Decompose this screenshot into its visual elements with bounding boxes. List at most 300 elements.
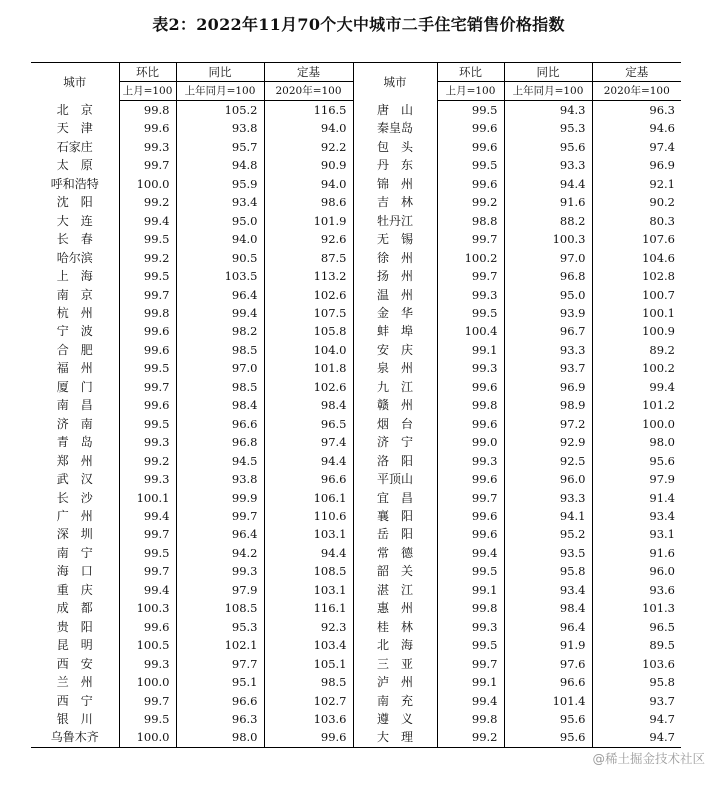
city-cell: 长 春 [56,232,93,247]
city-cell: 包 头 [353,138,437,156]
yoy-cell: 95.2 [504,525,592,543]
yoy-cell: 98.9 [504,396,592,414]
fixed-cell: 96.0 [592,562,681,580]
mom-cell: 99.3 [119,138,176,156]
city-cell: 南 宁 [56,545,93,560]
mom-cell: 99.6 [437,138,504,156]
city-cell: 南 昌 [56,398,93,413]
mom-cell: 99.6 [437,525,504,543]
fixed-cell: 103.1 [264,581,353,599]
mom-cell: 99.4 [437,544,504,562]
fixed-cell: 100.0 [592,415,681,433]
city-cell: 牡丹江 [353,212,437,230]
mom-cell: 99.5 [119,267,176,285]
city-cell: 南 京 [56,287,93,302]
table-row [31,544,681,562]
city-cell: 遵 义 [353,710,437,728]
mom-cell: 99.8 [437,710,504,728]
fixed-cell: 102.7 [264,692,353,710]
yoy-cell: 97.2 [504,415,592,433]
mom-cell: 99.5 [437,156,504,174]
city-cell: 重 庆 [56,582,93,597]
table-row [31,710,681,728]
fixed-cell: 113.2 [264,267,353,285]
city-cell: 成 都 [56,601,93,616]
fixed-cell: 100.7 [592,286,681,304]
table-row [31,230,681,248]
mom-cell: 99.3 [119,655,176,673]
fixed-cell: 97.9 [592,470,681,488]
city-cell: 蚌 埠 [353,322,437,340]
yoy-cell: 95.3 [504,119,592,137]
yoy-cell: 95.6 [504,728,592,747]
city-cell: 泉 州 [353,359,437,377]
table-row [31,618,681,636]
city-header: 城市 [353,63,437,101]
yoy-cell: 96.8 [504,267,592,285]
yoy-cell: 96.4 [504,618,592,636]
table-row [31,728,681,747]
fixed-cell: 90.2 [592,193,681,211]
mom-cell: 99.5 [437,636,504,654]
mom-base-header: 上月=100 [119,82,176,101]
mom-cell: 99.6 [437,507,504,525]
mom-cell: 99.6 [119,396,176,414]
city-cell: 北 京 [56,102,93,117]
city-cell: 杭 州 [56,305,93,320]
city-cell: 天 津 [56,121,93,136]
yoy-cell: 93.3 [504,341,592,359]
fixed-cell: 96.5 [264,415,353,433]
table-row [31,359,681,377]
city-cell: 扬 州 [353,267,437,285]
fixed-cell: 94.7 [592,710,681,728]
yoy-cell: 103.5 [176,267,264,285]
city-cell: 韶 关 [353,562,437,580]
city-cell: 哈尔滨 [56,250,93,265]
city-cell: 西 宁 [56,693,93,708]
city-cell: 郑 州 [56,453,93,468]
city-cell: 海 口 [56,564,93,579]
fixed-cell: 100.1 [592,304,681,322]
yoy-cell: 97.6 [504,655,592,673]
mom-base-header: 上月=100 [437,82,504,101]
fixed-cell: 98.4 [264,396,353,414]
mom-cell: 99.6 [119,119,176,137]
fixed-cell: 102.6 [264,378,353,396]
mom-cell: 99.6 [437,415,504,433]
yoy-cell: 93.5 [504,544,592,562]
mom-cell: 99.6 [437,175,504,193]
yoy-cell: 95.7 [176,138,264,156]
yoy-cell: 96.4 [176,525,264,543]
city-cell: 丹 东 [353,156,437,174]
yoy-cell: 98.2 [176,322,264,340]
mom-cell: 99.2 [119,452,176,470]
yoy-cell: 92.9 [504,433,592,451]
mom-cell: 99.4 [119,507,176,525]
mom-cell: 99.3 [437,359,504,377]
fixed-cell: 106.1 [264,489,353,507]
yoy-cell: 100.3 [504,230,592,248]
mom-cell: 99.6 [119,618,176,636]
fixed-cell: 116.5 [264,101,353,120]
city-cell: 温 州 [353,286,437,304]
table-row [31,212,681,230]
yoy-cell: 95.8 [504,562,592,580]
city-cell: 广 州 [56,508,93,523]
yoy-cell: 108.5 [176,599,264,617]
mom-cell: 99.3 [119,470,176,488]
yoy-cell: 93.4 [176,193,264,211]
city-cell: 福 州 [56,361,93,376]
yoy-cell: 96.0 [504,470,592,488]
table-row [31,267,681,285]
fixed-cell: 93.1 [592,525,681,543]
yoy-base-header: 上年同月=100 [176,82,264,101]
fixed-cell: 92.1 [592,175,681,193]
city-cell: 北 海 [353,636,437,654]
city-cell: 南 充 [353,692,437,710]
table-row [31,396,681,414]
mom-cell: 99.3 [437,618,504,636]
mom-cell: 99.7 [119,562,176,580]
table-row [31,581,681,599]
mom-cell: 99.7 [119,378,176,396]
yoy-cell: 96.6 [176,415,264,433]
city-cell: 岳 阳 [353,525,437,543]
city-cell: 常 德 [353,544,437,562]
city-cell: 武 汉 [56,472,93,487]
yoy-cell: 94.5 [176,452,264,470]
yoy-cell: 93.3 [504,156,592,174]
fixed-cell: 89.5 [592,636,681,654]
yoy-cell: 99.7 [176,507,264,525]
mom-cell: 100.4 [437,322,504,340]
mom-cell: 99.6 [119,322,176,340]
yoy-cell: 93.7 [504,359,592,377]
header-row-top [31,63,681,82]
mom-cell: 100.0 [119,673,176,691]
fixed-cell: 101.8 [264,359,353,377]
fixed-cell: 94.6 [592,119,681,137]
yoy-cell: 95.0 [504,286,592,304]
yoy-cell: 98.5 [176,378,264,396]
yoy-cell: 96.8 [176,433,264,451]
mom-cell: 99.4 [437,692,504,710]
city-cell: 青 岛 [56,435,93,450]
city-cell: 济 宁 [353,433,437,451]
table-row [31,101,681,120]
fixed-cell: 108.5 [264,562,353,580]
mom-cell: 99.5 [119,415,176,433]
city-cell: 平顶山 [353,470,437,488]
yoy-cell: 94.2 [176,544,264,562]
city-cell: 贵 阳 [56,619,93,634]
mom-header: 环比 [437,63,504,82]
fixed-cell: 95.6 [592,452,681,470]
fixed-header: 定基 [592,63,681,82]
fixed-cell: 89.2 [592,341,681,359]
yoy-cell: 98.5 [176,341,264,359]
fixed-cell: 92.3 [264,618,353,636]
mom-cell: 100.0 [119,728,176,747]
yoy-cell: 94.3 [504,101,592,120]
mom-cell: 99.3 [437,286,504,304]
table-row [31,156,681,174]
mom-cell: 98.8 [437,212,504,230]
mom-cell: 99.1 [437,581,504,599]
fixed-cell: 103.1 [264,525,353,543]
fixed-cell: 94.0 [264,119,353,137]
price-index-table [31,62,681,748]
yoy-cell: 99.9 [176,489,264,507]
mom-cell: 100.1 [119,489,176,507]
fixed-cell: 110.6 [264,507,353,525]
yoy-cell: 90.5 [176,249,264,267]
city-cell: 银 川 [56,711,93,726]
table-row [31,599,681,617]
mom-cell: 99.2 [437,193,504,211]
fixed-base-header: 2020年=100 [592,82,681,101]
city-cell: 金 华 [353,304,437,322]
mom-cell: 99.6 [437,378,504,396]
fixed-cell: 100.2 [592,359,681,377]
fixed-cell: 103.6 [264,710,353,728]
yoy-cell: 98.4 [176,396,264,414]
table-row [31,433,681,451]
yoy-cell: 96.6 [176,692,264,710]
yoy-cell: 92.5 [504,452,592,470]
mom-cell: 99.5 [437,101,504,120]
fixed-cell: 94.4 [264,452,353,470]
fixed-cell: 92.6 [264,230,353,248]
yoy-cell: 91.9 [504,636,592,654]
city-cell: 襄 阳 [353,507,437,525]
table-row [31,304,681,322]
city-cell: 湛 江 [353,581,437,599]
mom-cell: 99.5 [119,230,176,248]
mom-cell: 99.7 [437,489,504,507]
yoy-header: 同比 [176,63,264,82]
fixed-cell: 94.4 [264,544,353,562]
yoy-cell: 97.7 [176,655,264,673]
mom-cell: 99.8 [437,599,504,617]
yoy-cell: 95.9 [176,175,264,193]
yoy-cell: 91.6 [504,193,592,211]
fixed-cell: 101.2 [592,396,681,414]
fixed-cell: 107.6 [592,230,681,248]
city-cell: 合 肥 [56,342,93,357]
city-cell: 泸 州 [353,673,437,691]
city-cell: 沈 阳 [56,195,93,210]
yoy-cell: 99.3 [176,562,264,580]
table-row [31,562,681,580]
city-cell: 宜 昌 [353,489,437,507]
fixed-cell: 98.0 [592,433,681,451]
fixed-cell: 91.4 [592,489,681,507]
city-cell: 石家庄 [56,139,93,154]
mom-cell: 99.7 [119,692,176,710]
yoy-header: 同比 [504,63,592,82]
fixed-cell: 92.2 [264,138,353,156]
city-header: 城市 [31,63,119,101]
city-cell: 乌鲁木齐 [31,728,119,747]
fixed-header: 定基 [264,63,353,82]
fixed-cell: 98.6 [264,193,353,211]
city-cell: 徐 州 [353,249,437,267]
yoy-cell: 96.3 [176,710,264,728]
table-row [31,249,681,267]
city-cell: 厦 门 [56,379,93,394]
yoy-cell: 94.1 [504,507,592,525]
table-row [31,655,681,673]
city-cell: 秦皇岛 [353,119,437,137]
fixed-cell: 102.8 [592,267,681,285]
mom-cell: 99.6 [119,341,176,359]
yoy-cell: 95.6 [504,138,592,156]
mom-cell: 99.6 [437,119,504,137]
city-cell: 宁 波 [56,324,93,339]
yoy-base-header: 上年同月=100 [504,82,592,101]
city-cell: 济 南 [56,416,93,431]
mom-cell: 99.2 [119,249,176,267]
table-row [31,489,681,507]
mom-cell: 100.2 [437,249,504,267]
fixed-cell: 96.6 [264,470,353,488]
mom-cell: 99.4 [119,212,176,230]
table-body [31,101,681,748]
fixed-cell: 80.3 [592,212,681,230]
mom-cell: 99.5 [119,359,176,377]
yoy-cell: 94.8 [176,156,264,174]
mom-cell: 99.6 [437,470,504,488]
fixed-cell: 99.4 [592,378,681,396]
table-title: 表2：2022年11月70个大中城市二手住宅销售价格指数 [152,15,565,34]
fixed-cell: 95.8 [592,673,681,691]
fixed-cell: 91.6 [592,544,681,562]
city-cell: 桂 林 [353,618,437,636]
yoy-cell: 105.2 [176,101,264,120]
city-cell: 锦 州 [353,175,437,193]
fixed-cell: 90.9 [264,156,353,174]
table-row [31,193,681,211]
yoy-cell: 93.3 [504,489,592,507]
yoy-cell: 101.4 [504,692,592,710]
mom-cell: 99.8 [119,304,176,322]
table-row [31,507,681,525]
yoy-cell: 95.1 [176,673,264,691]
mom-cell: 99.5 [119,544,176,562]
yoy-cell: 93.8 [176,470,264,488]
city-cell: 大 连 [56,213,93,228]
fixed-cell: 103.4 [264,636,353,654]
yoy-cell: 93.8 [176,119,264,137]
fixed-cell: 99.6 [264,728,353,747]
city-cell: 吉 林 [353,193,437,211]
watermark: @稀土掘金技术社区 [592,751,705,766]
fixed-cell: 87.5 [264,249,353,267]
table-row [31,525,681,543]
table-row [31,378,681,396]
yoy-cell: 94.4 [504,175,592,193]
yoy-cell: 99.4 [176,304,264,322]
city-cell: 兰 州 [56,675,93,690]
yoy-cell: 93.4 [504,581,592,599]
fixed-cell: 96.9 [592,156,681,174]
mom-cell: 99.0 [437,433,504,451]
mom-cell: 99.3 [437,452,504,470]
fixed-cell: 96.5 [592,618,681,636]
city-cell: 西 安 [56,656,93,671]
fixed-cell: 98.5 [264,673,353,691]
yoy-cell: 96.6 [504,673,592,691]
city-cell: 烟 台 [353,415,437,433]
yoy-cell: 96.7 [504,322,592,340]
yoy-cell: 97.0 [504,249,592,267]
mom-header: 环比 [119,63,176,82]
city-cell: 唐 山 [353,101,437,120]
table-row [31,286,681,304]
table-row [31,415,681,433]
yoy-cell: 97.9 [176,581,264,599]
mom-cell: 100.0 [119,175,176,193]
yoy-cell: 102.1 [176,636,264,654]
city-cell: 惠 州 [353,599,437,617]
city-cell: 上 海 [56,269,93,284]
fixed-cell: 93.7 [592,692,681,710]
city-cell: 长 沙 [56,490,93,505]
mom-cell: 99.3 [119,433,176,451]
table-row [31,175,681,193]
yoy-cell: 95.6 [504,710,592,728]
city-cell: 昆 明 [56,638,93,653]
yoy-cell: 98.4 [504,599,592,617]
mom-cell: 99.5 [437,562,504,580]
city-cell: 深 圳 [56,527,93,542]
mom-cell: 99.5 [119,710,176,728]
yoy-cell: 93.9 [504,304,592,322]
mom-cell: 100.5 [119,636,176,654]
fixed-cell: 94.7 [592,728,681,747]
fixed-cell: 104.0 [264,341,353,359]
fixed-cell: 116.1 [264,599,353,617]
fixed-base-header: 2020年=100 [264,82,353,101]
yoy-cell: 96.4 [176,286,264,304]
yoy-cell: 97.0 [176,359,264,377]
city-cell: 安 庆 [353,341,437,359]
yoy-cell: 98.0 [176,728,264,747]
table-row [31,322,681,340]
city-cell: 无 锡 [353,230,437,248]
yoy-cell: 94.0 [176,230,264,248]
mom-cell: 99.7 [437,230,504,248]
city-cell: 呼和浩特 [50,176,99,191]
fixed-cell: 103.6 [592,655,681,673]
table-row [31,452,681,470]
fixed-cell: 97.4 [592,138,681,156]
fixed-cell: 102.6 [264,286,353,304]
fixed-cell: 94.0 [264,175,353,193]
mom-cell: 99.5 [437,304,504,322]
yoy-cell: 88.2 [504,212,592,230]
table-row [31,119,681,137]
mom-cell: 99.2 [119,193,176,211]
fixed-cell: 96.3 [592,101,681,120]
mom-cell: 100.3 [119,599,176,617]
fixed-cell: 93.6 [592,581,681,599]
yoy-cell: 95.0 [176,212,264,230]
